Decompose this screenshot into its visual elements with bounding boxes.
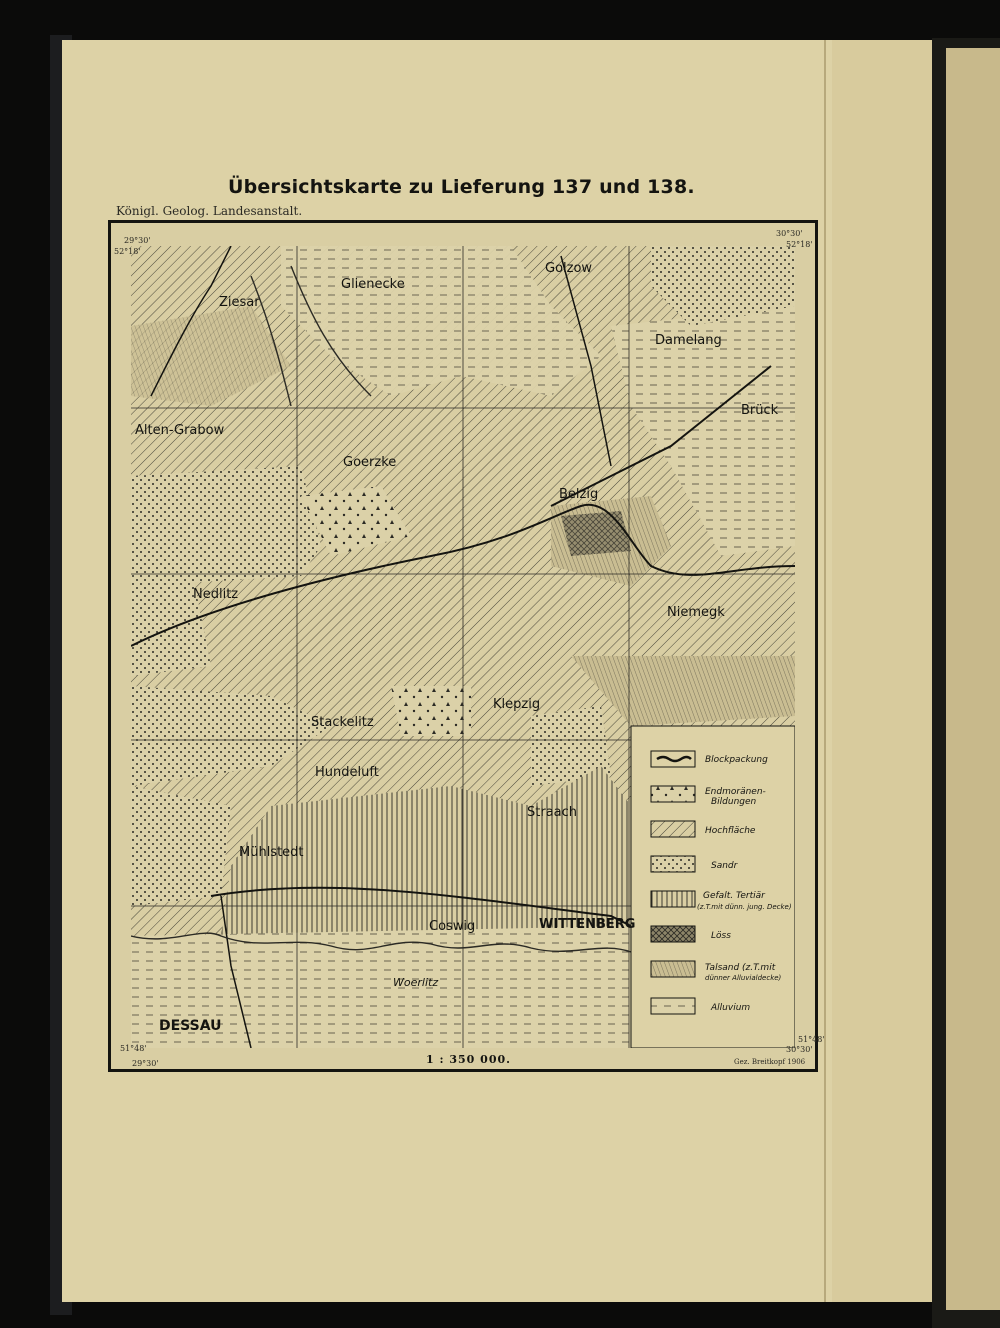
corner-lon-top-left: 29°30': [124, 236, 151, 245]
corner-lat-bottom-left: 51°48': [120, 1044, 147, 1053]
place-label: Golzow: [545, 261, 593, 276]
map-labels-layer: [131, 246, 795, 1048]
legend-label: Sandr: [711, 861, 738, 871]
corner-lat-bottom-right: 51°48': [798, 1035, 825, 1044]
place-label: Woerlitz: [393, 976, 439, 989]
legend-label: Endmoränen-: [705, 787, 766, 797]
corner-lon-top-right: 30°30': [776, 229, 803, 238]
place-label: Straach: [527, 805, 578, 820]
place-label: Damelang: [655, 333, 722, 348]
place-label: Nedlitz: [193, 587, 239, 602]
map-title: Übersichtskarte zu Lieferung 137 und 138.: [228, 176, 695, 198]
place-label: Belzig: [559, 487, 599, 502]
book-cover-edge: [932, 38, 1000, 1328]
legend-sub: (z.T.mit dünn. jung. Decke): [697, 903, 792, 911]
place-label: Coswig: [429, 919, 476, 934]
legend-label: Gefalt. Tertiär: [703, 891, 765, 901]
map-scale: 1 : 350 000.: [426, 1053, 511, 1066]
map-credit: Gez. Breitkopf 1906: [734, 1058, 806, 1066]
corner-lat-top-left: 52°18': [114, 247, 141, 256]
legend-label: Talsand (z.T.mit: [705, 963, 776, 973]
place-label: Ziesar: [219, 295, 260, 310]
place-label: Klepzig: [493, 697, 541, 712]
legend-sub: Bildungen: [711, 797, 757, 807]
legend-label: Blockpackung: [705, 755, 768, 765]
legend-sub: dünner Alluvialdecke): [705, 974, 782, 982]
legend-label: Alluvium: [711, 1003, 751, 1013]
place-label: Niemegk: [667, 605, 725, 620]
legend-label: Hochfläche: [705, 826, 756, 836]
publisher-label: Königl. Geolog. Landesanstalt.: [116, 204, 303, 218]
legend-label: Löss: [711, 931, 731, 941]
corner-lon-bottom-right: 30°30': [786, 1045, 813, 1054]
corner-lon-bottom-left: 29°30': [132, 1059, 159, 1068]
place-label: Glienecke: [341, 277, 405, 292]
place-label: Hundeluft: [315, 765, 379, 780]
place-label: DESSAU: [159, 1018, 222, 1034]
page-fold: [832, 40, 932, 1302]
place-label: Brück: [741, 403, 779, 418]
place-label: Mühlstedt: [239, 845, 304, 860]
place-label: Alten-Grabow: [135, 423, 225, 438]
corner-lat-top-right: 52°18': [786, 240, 813, 249]
place-label: WITTENBERG: [539, 917, 636, 932]
place-label: Stackelitz: [311, 715, 374, 730]
place-label: Goerzke: [343, 455, 397, 470]
